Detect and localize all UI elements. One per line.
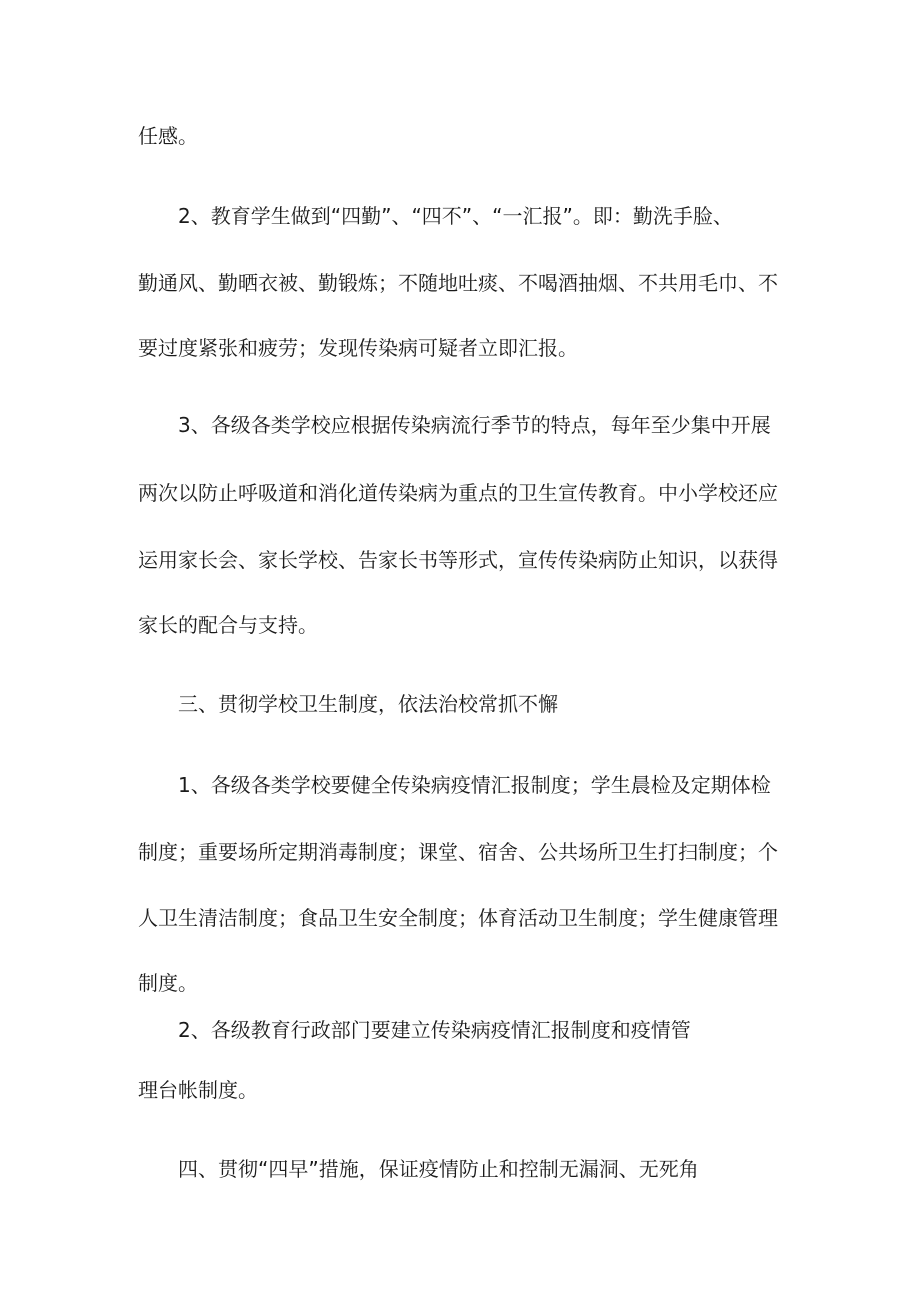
paragraph-s3-1-line-2: 制度；重要场所定期消毒制度；课堂、宿舍、公共场所卫生打扫制度；个	[138, 840, 778, 864]
paragraph-3-line-1: 3、各级各类学校应根据传染病流行季节的特点，每年至少集中开展	[178, 413, 771, 437]
paragraph-3-line-2: 两次以防止呼吸道和消化道传染病为重点的卫生宣传教育。中小学校还应	[138, 481, 778, 505]
paragraph-3-line-4: 家长的配合与支持。	[138, 613, 318, 637]
section-heading-3: 三、贯彻学校卫生制度，依法治校常抓不懈	[178, 692, 558, 716]
section-heading-4: 四、贯彻“四早”措施，保证疫情防止和控制无漏洞、无死角	[178, 1157, 699, 1181]
paragraph-2-line-1: 2、教育学生做到“四勤”、“四不”、“一汇报”。即：勤洗手脸、	[178, 204, 733, 228]
paragraph-s3-2-line-2: 理台帐制度。	[138, 1078, 258, 1102]
paragraph-s3-2-line-1: 2、各级教育行政部门要建立传染病疫情汇报制度和疫情管	[178, 1018, 691, 1042]
paragraph-s3-1-line-4: 制度。	[138, 971, 198, 995]
text-line-1: 任感。	[138, 124, 198, 148]
paragraph-3-line-3: 运用家长会、家长学校、告家长书等形式，宣传传染病防止知识，以获得	[138, 548, 778, 572]
paragraph-2-line-2: 勤通风、勤晒衣被、勤锻炼；不随地吐痰、不喝酒抽烟、不共用毛巾、不	[138, 271, 778, 295]
paragraph-2-line-3: 要过度紧张和疲劳；发现传染病可疑者立即汇报。	[138, 336, 578, 360]
paragraph-s3-1-line-3: 人卫生清洁制度；食品卫生安全制度；体育活动卫生制度；学生健康管理	[138, 906, 778, 930]
paragraph-s3-1-line-1: 1、各级各类学校要健全传染病疫情汇报制度；学生晨检及定期体检	[178, 773, 771, 797]
